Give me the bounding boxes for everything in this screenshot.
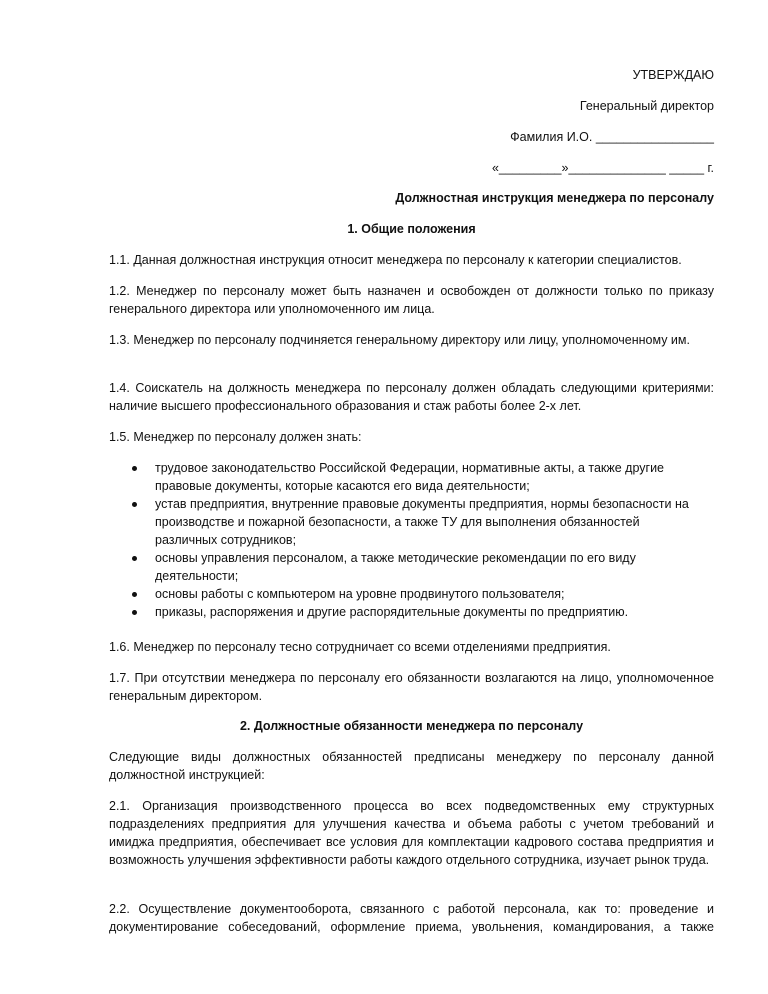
list-item: [109, 585, 714, 603]
list-item-text: приказы, распоряжения и другие распорядительные документы по предприятию.: [155, 605, 629, 619]
list-item: [109, 495, 714, 549]
position-label: Генеральный директор: [579, 99, 714, 113]
list-item-text: устав предприятия, внутренние правовые документы предприятия, нормы безопасности на производстве и пожарной безопасности, а также ТУ для выполнения обязанностей различных сотрудников;: [155, 497, 689, 547]
section-2-heading: 2. Должностные обязанности менеджера по персоналу: [239, 719, 584, 733]
paragraph-1-7: 1.7. При отсутствии менеджера по персоналу его обязанности возлагаются на лицо, уполномоченное генеральным директором.: [109, 671, 714, 703]
section-2-intro: Следующие виды должностных обязанностей предписаны менеджеру по персоналу данной должностной инструкцией:: [109, 750, 714, 782]
bullet-icon: [132, 610, 137, 615]
bullet-icon: [132, 466, 137, 471]
list-item-text: трудовое законодательство Российской Федерации, нормативные акты, а также другие правовые документы, которые касаются его вида деятельности;: [155, 461, 665, 493]
knowledge-list: [109, 459, 714, 621]
signature-line: Фамилия И.О. _________________: [510, 130, 714, 144]
paragraph-2-2: 2.2. Осуществление документооборота, связанного с работой персонала, как то: проведение и документирование собеседований, оформление приема, увольнения, командирования, а также: [109, 902, 714, 934]
paragraph-1-2: 1.2. Менеджер по персоналу может быть назначен и освобожден от должности только по приказу генерального директора или уполномоченного им лица.: [109, 284, 714, 316]
list-item-text: основы работы с компьютером на уровне продвинутого пользователя;: [155, 587, 565, 601]
paragraph-1-5: 1.5. Менеджер по персоналу должен знать:: [109, 430, 362, 444]
date-line: «_________»______________ _____ г.: [491, 161, 714, 175]
paragraph-1-6: 1.6. Менеджер по персоналу тесно сотрудничает со всеми отделениями предприятия.: [109, 640, 611, 654]
list-item: [109, 459, 714, 495]
paragraph-1-1: 1.1. Данная должностная инструкция относит менеджера по персоналу к категории специалистов.: [109, 253, 682, 267]
list-item-text: основы управления персоналом, а также методические рекомендации по его виду деятельности;: [155, 551, 636, 583]
list-item: [109, 549, 714, 585]
bullet-icon: [132, 556, 137, 561]
approve-label: УТВЕРЖДАЮ: [632, 68, 714, 82]
paragraph-1-3: 1.3. Менеджер по персоналу подчиняется генеральному директору или лицу, уполномоченному им.: [109, 333, 690, 347]
paragraph-1-4: 1.4. Соискатель на должность менеджера по персоналу должен обладать следующими критериями: наличие высшего профессионального образования и стаж работы более 2-х лет.: [109, 381, 714, 413]
bullet-icon: [132, 502, 137, 507]
document-page: [109, 0, 714, 994]
bullet-icon: [132, 592, 137, 597]
section-1-heading: 1. Общие положения: [347, 222, 476, 236]
document-title: Должностная инструкция менеджера по персоналу: [395, 191, 714, 205]
list-item: [109, 603, 714, 621]
paragraph-2-1: 2.1. Организация производственного процесса во всех подведомственных ему структурных подразделениях предприятия для улучшения качества и объема работы с учетом требований и имиджа предприятия, обеспечивает все условия для комплектации кадрового состава предприятия и возможность улучшения эффективности работы каждого отдельного сотрудника, изучает рынок труда.: [109, 799, 714, 867]
